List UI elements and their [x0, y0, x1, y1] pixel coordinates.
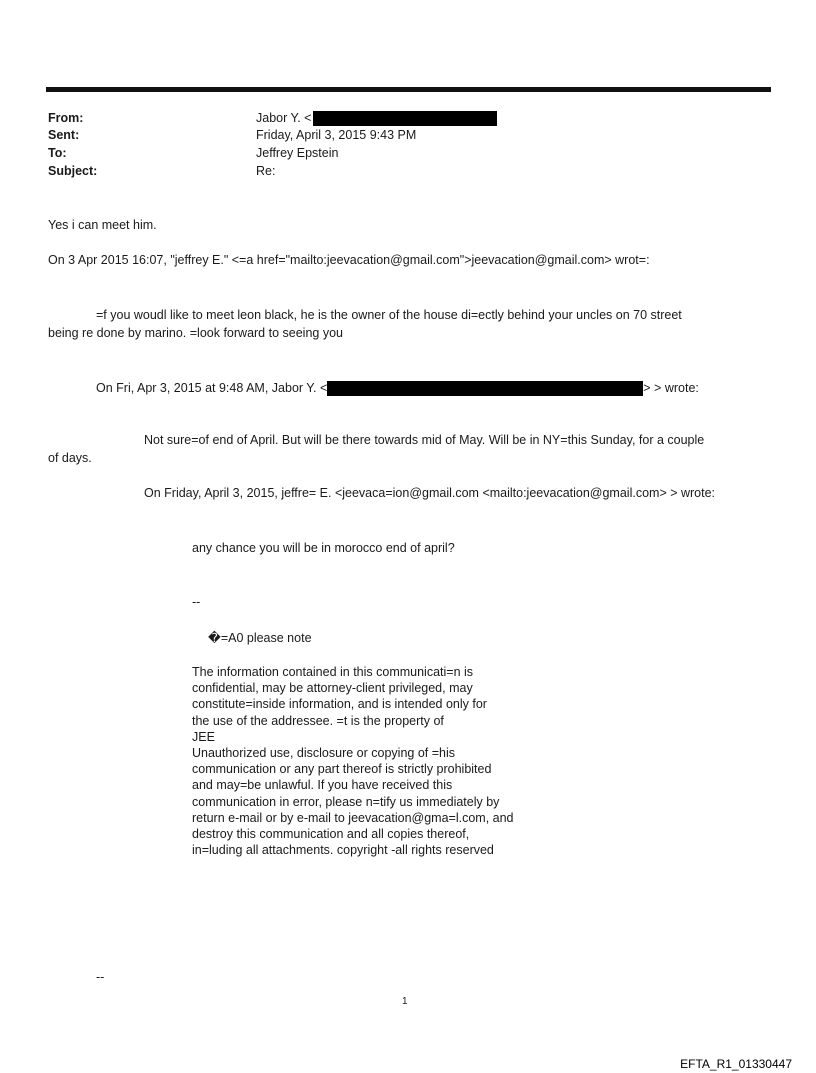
page-number: 1: [402, 996, 408, 1007]
disclaimer-line: and may=be unlawful. If you have received this: [192, 778, 453, 793]
redaction-bar: [327, 381, 643, 396]
disclaimer-line: destroy this communication and all copies thereof,: [192, 827, 470, 842]
disclaimer-line: The information contained in this communicati=n is: [192, 665, 474, 679]
signature-dashes: --: [192, 595, 201, 609]
subject-value: Re:: [256, 164, 276, 178]
quote1-line1: =f you woudl like to meet leon black, he is the owner of the house di=ectly behind your uncles on 70 street: [96, 308, 682, 322]
from-label: From:: [48, 111, 84, 125]
from-value: [256, 109, 497, 127]
quote2-line2: of days.: [48, 451, 92, 465]
quote3-header: On Friday, April 3, 2015, jeffre= E. <jeevaca=ion@gmail.com <mailto:jeevacation@gmail.com> > wrote:: [144, 486, 716, 500]
sent-label: Sent:: [48, 128, 80, 142]
quote3-line1: any chance you will be in morocco end of april?: [192, 541, 455, 555]
quote1-line2: being re done by marino. =look forward to seeing you: [48, 326, 343, 340]
from-name: Jabor Y. <: [256, 111, 312, 125]
disclaimer-line: communication in error, please n=tify us immediately by: [192, 794, 500, 809]
email-header: [48, 109, 768, 181]
disclaimer-line: the use of the addressee. =t is the property of: [192, 713, 444, 728]
to-label: To:: [48, 146, 67, 160]
header-rule: [46, 87, 771, 92]
disclaimer-block: [192, 664, 514, 858]
redaction-bar: [313, 111, 497, 126]
bates-number: EFTA_R1_01330447: [680, 1057, 792, 1071]
disclaimer-line: return e-mail or by e-mail to jeevacation@gma=l.com, and: [192, 810, 514, 825]
bottom-dashes: --: [96, 970, 105, 984]
disclaimer-line: communication or any part thereof is strictly prohibited: [192, 762, 492, 777]
quote2-header-post: > > wrote:: [643, 381, 699, 395]
quote2-header-pre: On Fri, Apr 3, 2015 at 9:48 AM, Jabor Y. <: [96, 381, 328, 395]
quote2-header: [96, 379, 699, 397]
disclaimer-line: constitute=inside information, and is intended only for: [192, 697, 487, 712]
sent-value: Friday, April 3, 2015 9:43 PM: [256, 128, 417, 142]
quote2-line1: Not sure=of end of April. But will be there towards mid of May. Will be in NY=this Sunday, for a couple: [144, 433, 705, 447]
disclaimer-line: JEE: [192, 729, 215, 744]
disclaimer-line: in=luding all attachments. copyright -all rights reserved: [192, 843, 494, 858]
reply-text: Yes i can meet him.: [48, 218, 157, 232]
quote1-header: On 3 Apr 2015 16:07, "jeffrey E." <=a href="mailto:jeevacation@gmail.com">jeevacation@gmail.com> wrot=:: [48, 253, 650, 267]
please-note: �=A0 please note: [208, 631, 312, 645]
disclaimer-line: Unauthorized use, disclosure or copying of =his: [192, 746, 455, 761]
to-value: Jeffrey Epstein: [256, 146, 339, 160]
subject-label: Subject:: [48, 164, 98, 178]
disclaimer-line: confidential, may be attorney-client privileged, may: [192, 681, 473, 696]
